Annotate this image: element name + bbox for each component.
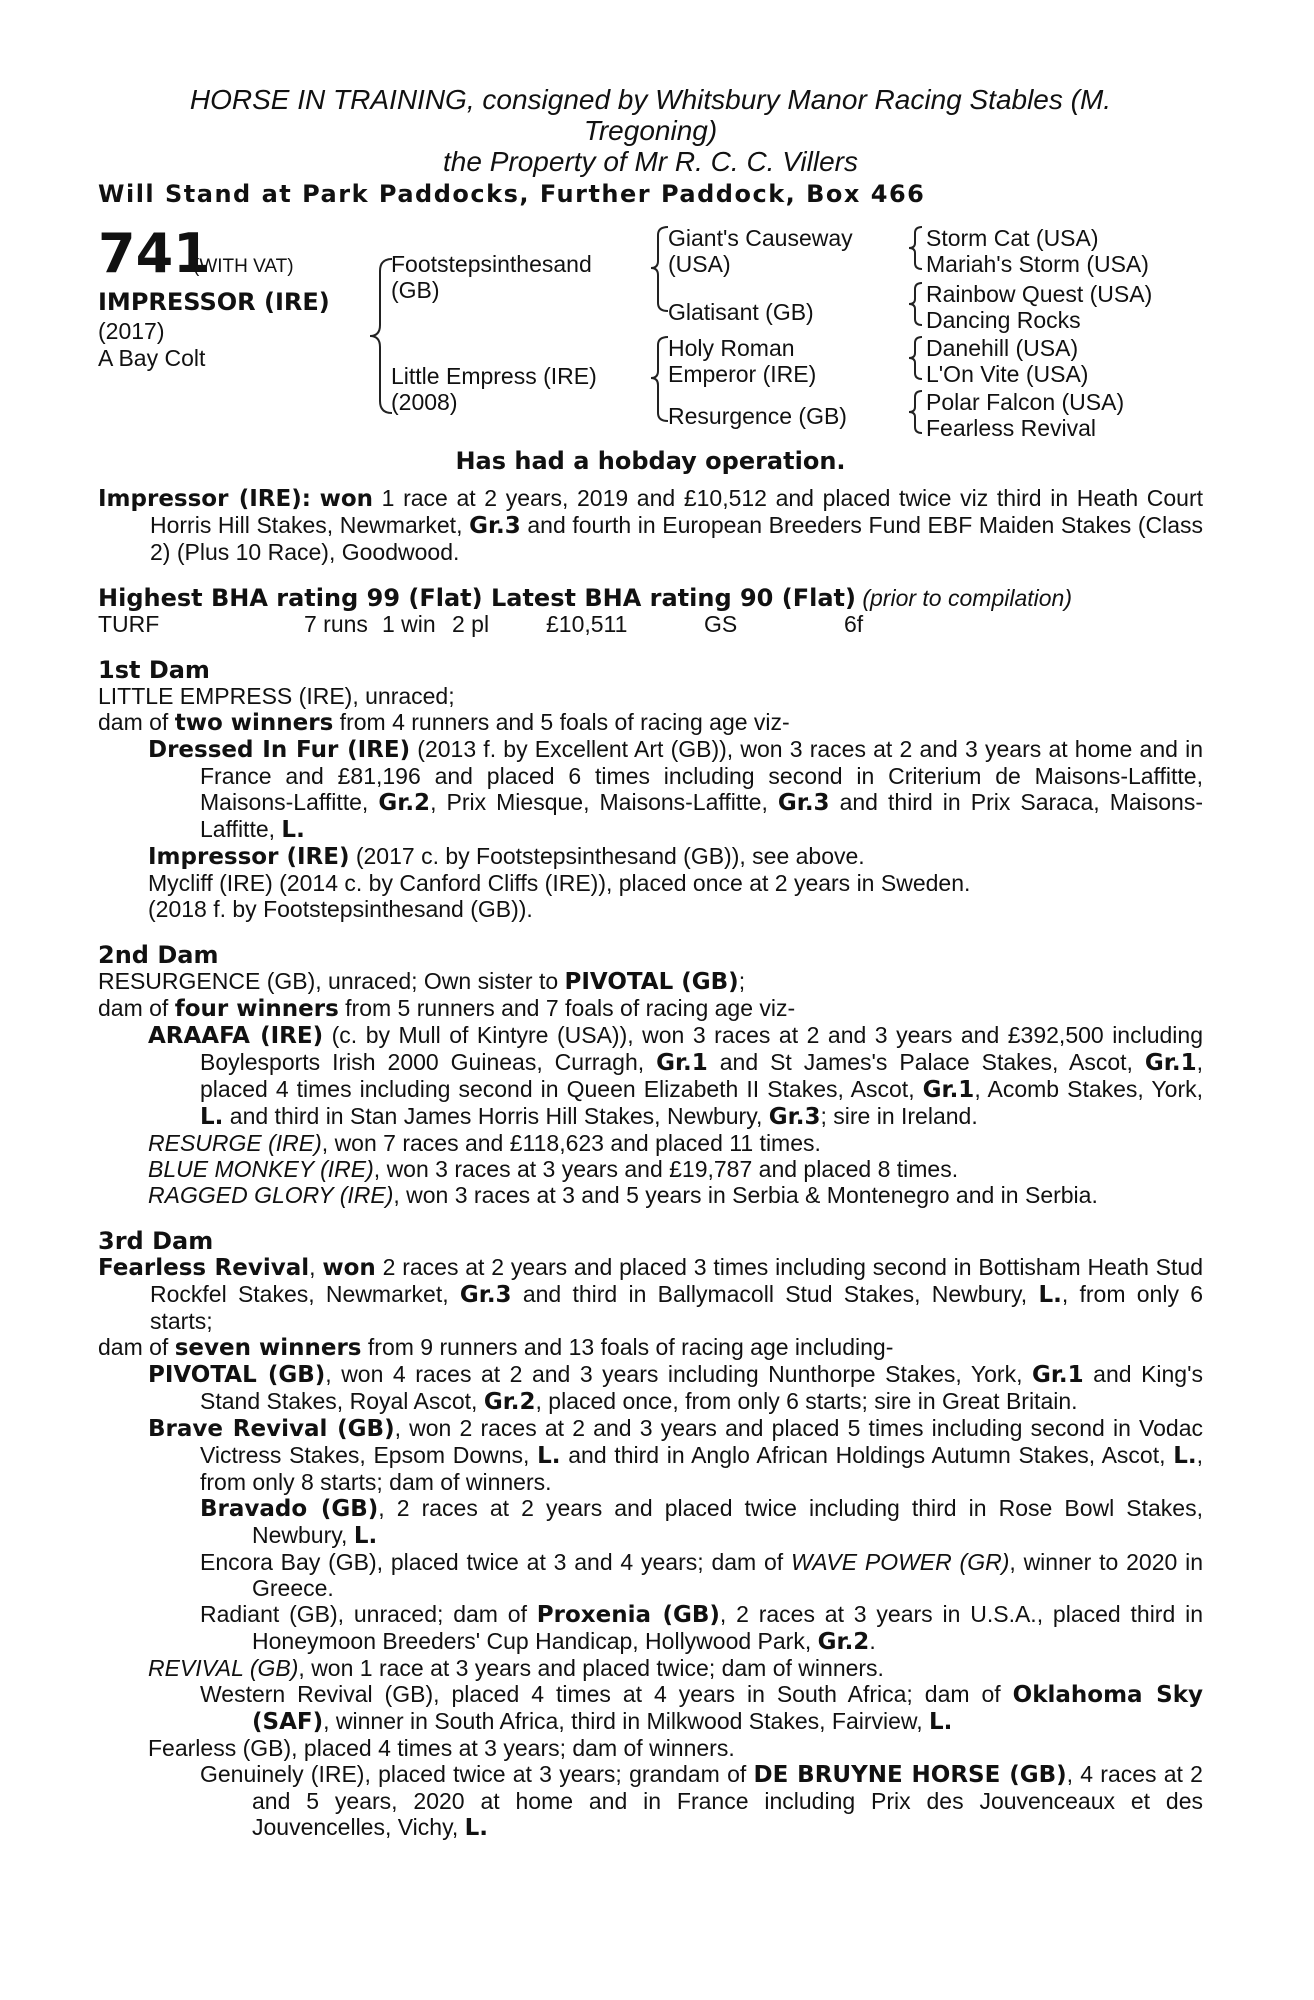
pedigree-block: [98, 219, 1203, 475]
vat-note: (WITH VAT): [193, 256, 294, 277]
gdam-2: Dancing Rocks: [926, 307, 1081, 333]
produce-name: Oklahoma Sky (SAF): [252, 1682, 1204, 1735]
produce-name: WAVE POWER (GR): [791, 1549, 1010, 1575]
grade: Gr.3: [459, 1282, 512, 1308]
produce-genuinely: [200, 1761, 1203, 1841]
dam-year: (2008): [391, 389, 458, 415]
horse-description: A Bay Colt: [98, 345, 206, 371]
summary-text-2: and fourth in European Breeders Fund EBF Maiden Stakes (Class 2) (Plus 10 Race), Goodwood.: [150, 512, 1204, 565]
produce-2018: (2018 f. by Footstepsinthesand (GB)).: [148, 896, 533, 922]
text: , won 2 races at 2 and 3 years and placed 5 times including second in Vodac Victress Stakes, Epsom Downs,: [200, 1415, 1203, 1468]
produce-name: RAGGED GLORY (IRE): [148, 1182, 394, 1208]
sibling-name: PIVOTAL (GB): [564, 969, 739, 995]
produce-name: DE BRUYNE HORSE (GB): [753, 1762, 1067, 1788]
property-line: the Property of Mr R. C. C. Villers: [443, 146, 858, 177]
text: RESURGENCE (GB), unraced; Own sister to: [98, 968, 565, 994]
bha-rating: Highest BHA rating 99 (Flat) Latest BHA rating 90 (Flat): [98, 584, 856, 612]
second-dam-section: [98, 942, 1203, 1208]
gsire-1: Storm Cat (USA): [926, 225, 1099, 251]
text: , 2 races at 3 years in U.S.A., placed third in Honeymoon Breeders' Cup Handicap, Hollywood Park,: [252, 1601, 1203, 1654]
text: and third in Prix Saraca, Maisons-Laffitte,: [200, 789, 1203, 842]
text: , 4 races at 2 and 5 years, 2020 at home and in France including Prix des Jouvenceaux et des Jouvencelles, Vichy,: [252, 1761, 1203, 1840]
second-dam-line: [98, 968, 1203, 995]
text: , won 3 races at 3 and 5 years in Serbia & Montenegro and in Serbia.: [393, 1182, 1098, 1208]
rating-note: (prior to compilation): [855, 585, 1072, 611]
summary-won: won: [319, 486, 374, 512]
gsire-4: Polar Falcon (USA): [926, 389, 1125, 415]
first-dam-heading: 1st Dam: [98, 656, 210, 684]
grade: Gr.3: [768, 1104, 821, 1130]
grade: Gr.2: [378, 790, 431, 816]
text: Genuinely (IRE), placed twice at 3 years; grandam of: [200, 1761, 754, 1787]
sire-name: Footstepsinthesand: [391, 251, 592, 277]
produce-impressor: [148, 843, 1203, 870]
grade: Gr.2: [483, 1389, 536, 1415]
sire-country: (GB): [391, 277, 440, 303]
third-dam-section: [98, 1228, 1203, 1841]
horse-name: IMPRESSOR (IRE): [98, 288, 330, 316]
catalogue-page: [98, 84, 1203, 1841]
produce-name: Bravado (GB): [200, 1496, 379, 1522]
winners-count: two winners: [174, 710, 334, 736]
text: , 2 races at 2 years and placed twice including third in Rose Bowl Stakes, Newbury,: [252, 1495, 1203, 1548]
grade: Gr.2: [817, 1629, 870, 1655]
produce-dressed-in-fur: [148, 736, 1203, 843]
text: Western Revival (GB), placed 4 times at 4 years in South Africa; dam of: [200, 1681, 1013, 1707]
stand-location: Will Stand at Park Paddocks, Further Paddock, Box 466: [98, 180, 926, 208]
text: (c. by Mull of Kintyre (USA)), won 3 races at 2 and 3 years and £392,500 including Boylesports Irish 2000 Guineas, Curragh,: [200, 1022, 1203, 1075]
first-dam-line: LITTLE EMPRESS (IRE), unraced;: [98, 683, 455, 709]
first-dam-produce-line: [98, 709, 1203, 736]
text: dam of: [98, 1334, 175, 1360]
produce-name: Proxenia (GB): [536, 1602, 720, 1628]
produce-brave-revival: [148, 1415, 1203, 1495]
sire-sire-country: (USA): [668, 251, 731, 277]
gdam-1: Mariah's Storm (USA): [926, 251, 1149, 277]
third-dam-heading: 3rd Dam: [98, 1227, 214, 1255]
text: , Prix Miesque, Maisons-Laffitte,: [430, 789, 778, 815]
produce-name: Dressed In Fur (IRE): [148, 737, 411, 763]
produce-fearless: Fearless (GB), placed 4 times at 3 years; dam of winners.: [148, 1735, 735, 1761]
grade: Gr.1: [656, 1050, 708, 1076]
foaling-year: (2017): [98, 318, 165, 344]
summary-horse-name: Impressor (IRE): [98, 486, 302, 512]
text: Radiant (GB), unraced; dam of: [200, 1601, 537, 1627]
gsire-2: Rainbow Quest (USA): [926, 281, 1153, 307]
text: ; sire in Ireland.: [820, 1103, 978, 1129]
text: and third in Stan James Horris Hill Stakes, Newbury,: [223, 1103, 769, 1129]
turf-placings: 2 pl: [452, 611, 490, 637]
text: from 5 runners and 7 foals of racing age viz-: [338, 995, 796, 1021]
g-brace-3-icon: [906, 335, 926, 381]
summary-grade: Gr.3: [469, 513, 521, 539]
text: (2013 f. by Excellent Art (GB)), won 3 races at 2 and 3 years at home and in France and £81,196 and placed 6 times including second in Criterium de Maisons-Laffitte, Maisons-Laffitte,: [200, 736, 1203, 815]
gsire-3: Danehill (USA): [926, 335, 1079, 361]
g-brace-1-icon: [906, 225, 926, 271]
title-line-1: HORSE IN TRAINING, consigned by Whitsbury Manor Racing Stables (M.: [189, 84, 1112, 115]
produce-blue-monkey: [148, 1156, 1203, 1182]
lot-number: 741: [98, 222, 211, 285]
text: from 4 runners and 5 foals of racing age viz-: [333, 709, 790, 735]
produce-revival: [148, 1655, 1203, 1681]
text: Encora Bay (GB), placed twice at 3 and 4 years; dam of: [200, 1549, 791, 1575]
dam-name: Little Empress (IRE): [391, 363, 597, 389]
race-summary: [98, 485, 1203, 565]
listed: L.: [281, 817, 305, 843]
text: , won 7 races and £118,623 and placed 11 times.: [321, 1130, 821, 1156]
produce-pivotal: [148, 1361, 1203, 1415]
summary-text-1: 1 race at 2 years, 2019 and £10,512 and placed twice viz third in Heath Court Horris Hill Stakes, Newmarket,: [150, 485, 1204, 538]
grade: Gr.1: [922, 1077, 975, 1103]
summary-colon: :: [301, 486, 311, 512]
grade: Gr.3: [777, 790, 830, 816]
rating-block: [98, 585, 1203, 637]
dam-dam-name: Resurgence (GB): [668, 403, 847, 429]
turf-wins: 1 win: [382, 611, 436, 637]
text: , placed once, from only 6 starts; sire in Great Britain.: [535, 1388, 1078, 1414]
hobday-note: Has had a hobday operation.: [455, 447, 846, 475]
produce-name: BLUE MONKEY (IRE): [148, 1156, 374, 1182]
turf-runs: 7 runs: [304, 611, 368, 637]
winners-count: four winners: [174, 996, 339, 1022]
listed: L.: [1038, 1282, 1062, 1308]
dam-sire-country: Emperor (IRE): [668, 361, 817, 387]
listed: L.: [1173, 1443, 1197, 1469]
text: , from only 6 starts;: [150, 1281, 1203, 1334]
grade: Gr.1: [1031, 1362, 1084, 1388]
turf-earnings: £10,511: [546, 611, 628, 637]
produce-resurge: [148, 1130, 1203, 1156]
sire-dam-name: Glatisant (GB): [668, 299, 814, 325]
won: won: [322, 1255, 376, 1281]
second-dam-heading: 2nd Dam: [98, 941, 219, 969]
produce-name: Impressor (IRE): [148, 844, 350, 870]
text: and third in Anglo African Holdings Autumn Stakes, Ascot,: [560, 1442, 1174, 1468]
text: , won 3 races at 3 years and £19,787 and placed 8 times.: [373, 1156, 959, 1182]
consignment-title: [98, 84, 1203, 177]
text: ,: [309, 1254, 323, 1280]
produce-name: ARAAFA (IRE): [148, 1023, 324, 1049]
produce-name: Brave Revival (GB): [148, 1416, 395, 1442]
text: , placed 4 times including second in Queen Elizabeth II Stakes, Ascot,: [200, 1049, 1203, 1102]
winners-count: seven winners: [174, 1335, 362, 1361]
grade: Gr.1: [1144, 1050, 1197, 1076]
text: dam of: [98, 709, 175, 735]
turf-going: GS: [704, 611, 738, 637]
listed: L.: [464, 1815, 489, 1841]
second-dam-produce-line: [98, 995, 1203, 1022]
turf-label: TURF: [98, 611, 160, 637]
text: and St James's Palace Stakes, Ascot,: [707, 1049, 1145, 1075]
dam-sire-name: Holy Roman: [668, 335, 795, 361]
listed: L.: [353, 1523, 378, 1549]
g-brace-2-icon: [906, 281, 926, 327]
text: and third in Ballymacoll Stud Stakes, Newbury,: [511, 1281, 1039, 1307]
produce-mycliff: Mycliff (IRE) (2014 c. by Canford Cliffs (IRE)), placed once at 2 years in Sweden.: [148, 870, 971, 896]
third-dam-record: [98, 1254, 1203, 1334]
text: from 9 runners and 13 foals of racing age including-: [361, 1334, 894, 1360]
text: dam of: [98, 995, 175, 1021]
title-line-2: Tregoning): [583, 115, 718, 146]
listed: L.: [537, 1443, 561, 1469]
text: , Acomb Stakes, York,: [974, 1076, 1203, 1102]
text: (2017 c. by Footstepsinthesand (GB)), see above.: [349, 843, 865, 869]
text: , winner in South Africa, third in Milkwood Stakes, Fairview,: [323, 1708, 930, 1734]
sire-sire-name: Giant's Causeway: [668, 225, 853, 251]
g-brace-4-icon: [906, 389, 926, 435]
turf-record: [98, 611, 1203, 637]
first-dam-section: [98, 657, 1203, 922]
produce-encora-bay: [200, 1549, 1203, 1601]
text: 2 races at 2 years and placed 3 times including second in Bottisham Heath Stud Rockfel Stakes, Newmarket,: [150, 1254, 1203, 1307]
listed: L.: [929, 1709, 953, 1735]
text: and King's Stand Stakes, Royal Ascot,: [200, 1361, 1203, 1414]
text: , won 4 races at 2 and 3 years including Nunthorpe Stakes, York,: [325, 1361, 1032, 1387]
produce-western-revival: [200, 1681, 1203, 1735]
produce-araafa: [148, 1022, 1203, 1130]
text: , won 1 race at 3 years and placed twice; dam of winners.: [298, 1655, 884, 1681]
gdam-3: L'On Vite (USA): [926, 361, 1089, 387]
text: ;: [738, 968, 746, 994]
text: .: [869, 1628, 876, 1654]
turf-distance: 6f: [844, 611, 864, 637]
produce-name: PIVOTAL (GB): [148, 1362, 326, 1388]
produce-ragged-glory: [148, 1182, 1203, 1208]
gdam-4: Fearless Revival: [926, 415, 1096, 441]
produce-radiant: [200, 1601, 1203, 1655]
dam-name: Fearless Revival: [98, 1255, 310, 1281]
text: , winner to 2020 in Greece.: [252, 1549, 1203, 1601]
produce-bravado: [200, 1495, 1203, 1549]
listed: L.: [200, 1104, 224, 1130]
third-dam-produce-line: [98, 1334, 1203, 1361]
produce-name: RESURGE (IRE): [148, 1130, 322, 1156]
produce-name: REVIVAL (GB): [148, 1655, 299, 1681]
text: , from only 8 starts; dam of winners.: [200, 1442, 1203, 1495]
